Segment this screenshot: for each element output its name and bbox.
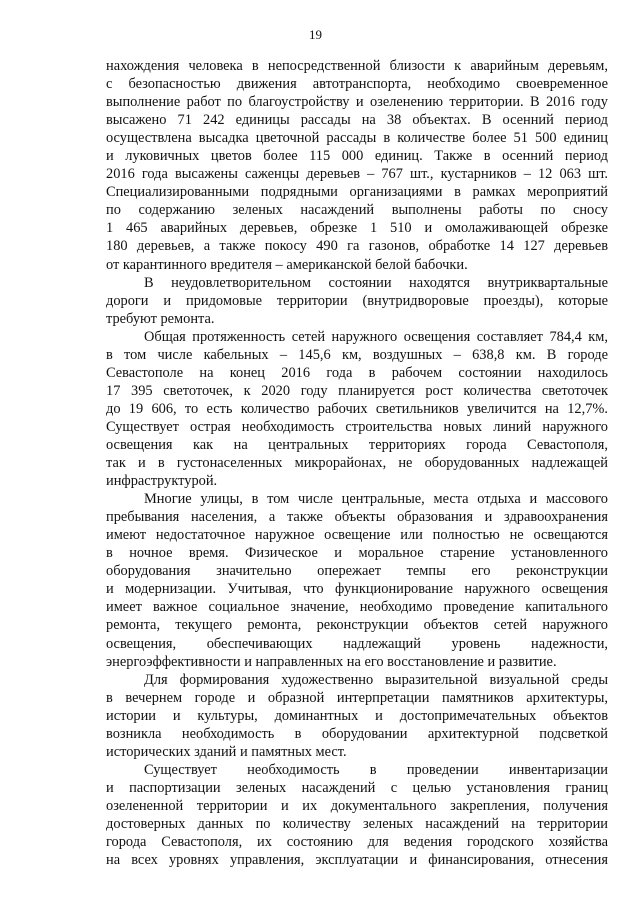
text-line: от карантинного вредителя – американской белой бабочки. — [106, 256, 468, 273]
text-line: возникла необходимость в оборудовании архитектурной подсветкой — [106, 725, 608, 742]
text-line: и модернизации. Учитывая, что функционирование наружного освещения — [106, 581, 608, 598]
paragraph — [106, 274, 608, 328]
text-line: инфраструктурой. — [106, 473, 218, 490]
text-line: в вечернем городе и образной интерпретации памятников архитектуры, — [106, 689, 608, 706]
text-line: исторических зданий и памятных мест. — [106, 743, 347, 760]
text-line: истории и культуры, доминантных и достопримечательных объектов — [106, 707, 608, 724]
text-line: оборудования значительно опережает темпы его реконструкции — [106, 563, 608, 580]
text-line: пребывания населения, а также объекты образования и здравоохранения — [106, 509, 608, 526]
text-line: 17 395 светоточек, к 2020 году планируется рост количества светоточек — [106, 382, 608, 399]
text-line: Существует необходимость в проведении инвентаризации — [144, 761, 608, 778]
text-line: освещения, обеспечивающих надлежащий уровень надежности, — [106, 635, 608, 652]
text-line: осуществлена высадка цветочной рассады в количестве более 51 500 единиц — [106, 130, 608, 147]
text-line: на всех уровнях управления, эксплуатации и финансирования, отнесения — [106, 852, 608, 869]
text-line: Многие улицы, в том числе центральные, места отдыха и массового — [144, 491, 608, 508]
text-line: освещения как на центральных территориях города Севастополя, — [106, 436, 608, 453]
text-line: имеют недостаточное наружное освещение или полностью не освещаются — [106, 527, 608, 544]
paragraph — [106, 671, 608, 761]
text-line: Специализированными подрядными организациями в рамках мероприятий — [106, 184, 608, 201]
text-line: имеет важное социальное значение, необходимо проведение капитального — [106, 599, 608, 616]
text-line: так и в густонаселенных микрорайонах, не оборудованных надлежащей — [106, 455, 608, 472]
text-line: Для формирования художественно выразительной визуальной среды — [144, 671, 608, 688]
text-line: В неудовлетворительном состоянии находятся внутриквартальные — [144, 274, 608, 291]
text-line: ремонта, текущего ремонта, реконструкции объектов сетей наружного — [106, 617, 608, 634]
text-line: энергоэффективности и направленных на его восстановление и развитие. — [106, 653, 557, 670]
paragraph — [106, 328, 608, 490]
text-line: 2016 года высажены саженцы деревьев – 767 шт., кустарников – 12 063 шт. — [106, 166, 608, 183]
text-line: по содержанию зеленых насаждений выполнены работы по сносу — [106, 202, 608, 219]
text-line: и луковичных цветов более 115 000 единиц. Также в осенний период — [106, 148, 608, 165]
document-body — [106, 57, 608, 869]
paragraph — [106, 490, 608, 670]
text-line: требуют ремонта. — [106, 310, 215, 327]
page-number: 19 — [309, 27, 322, 42]
paragraph — [106, 761, 608, 869]
text-line: с безопасностью движения автотранспорта, необходимо своевременное — [106, 76, 608, 93]
text-line: и паспортизации зеленых насаждений с целью установления границ — [106, 779, 608, 796]
text-line: выполнение работ по благоустройству и озеленению территории. В 2016 году — [106, 94, 608, 111]
text-line: достоверных данных по количеству зеленых насаждений на территории — [106, 815, 608, 832]
text-line: дороги и придомовые территории (внутридворовые проезды), которые — [106, 292, 608, 309]
text-line: озелененной территории и их документального закрепления, получения — [106, 797, 608, 814]
text-line: в ночное время. Физическое и моральное старение установленного — [106, 545, 608, 562]
text-line: до 19 606, то есть количество рабочих светильников увеличится на 12,7%. — [106, 400, 608, 417]
text-line: в том числе кабельных – 145,6 км, воздушных – 638,8 км. В городе — [106, 346, 608, 363]
text-line: 1 465 аварийных деревьев, обрезке 1 510 и омолаживающей обрезке — [106, 220, 608, 237]
text-line: Севастополе на конец 2016 года в рабочем состоянии находилось — [106, 364, 608, 381]
text-line: высажено 71 242 единицы рассады на 38 объектах. В осенний период — [106, 112, 608, 129]
text-line: Существует острая необходимость строительства новых линий наружного — [106, 418, 608, 435]
text-line: города Севастополя, их состоянию для ведения городского хозяйства — [106, 834, 608, 851]
paragraph — [106, 57, 608, 274]
text-line: нахождения человека в непосредственной близости к аварийным деревьям, — [106, 58, 608, 74]
text-line: Общая протяженность сетей наружного освещения составляет 784,4 км, — [144, 328, 608, 345]
text-line: 180 деревьев, а также покосу 490 га газонов, обработке 14 127 деревьев — [106, 238, 608, 255]
